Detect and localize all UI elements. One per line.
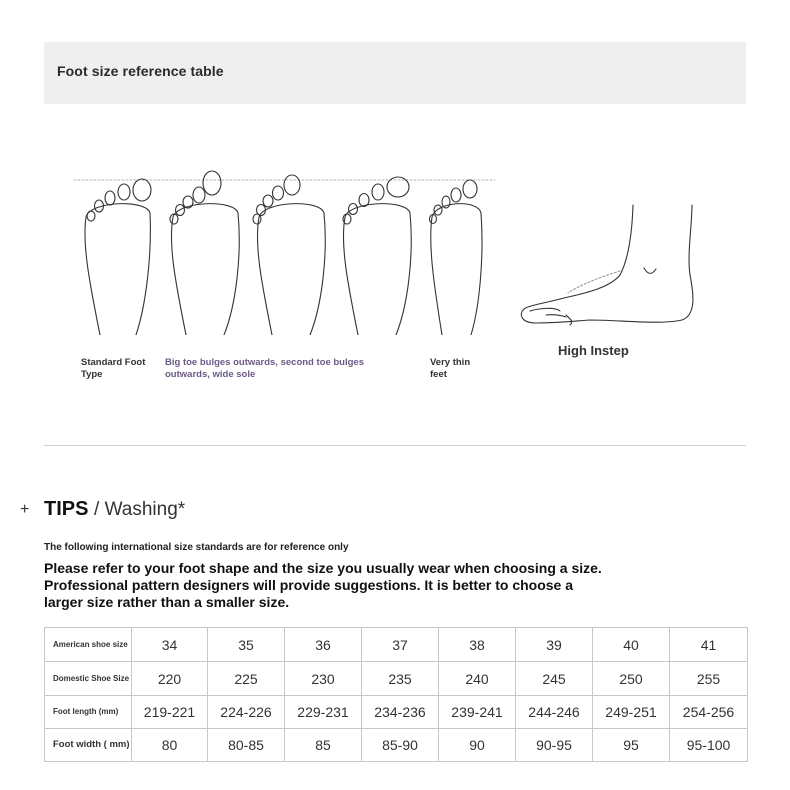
table-cell: 224-226: [208, 696, 285, 729]
table-cell: 39: [516, 628, 593, 662]
table-cell: 90: [439, 729, 516, 762]
tips-title: TIPS: [44, 498, 89, 520]
thin-foot-icon: [430, 180, 482, 335]
table-row: [45, 729, 748, 762]
foot-three-icon: [253, 175, 325, 335]
table-cell: 249-251: [593, 696, 670, 729]
table-cell: 239-241: [439, 696, 516, 729]
table-cell: 34: [132, 628, 208, 662]
table-cell: 41: [670, 628, 748, 662]
section-divider: [44, 445, 746, 446]
table-cell: 225: [208, 662, 285, 696]
table-cell: 85-90: [362, 729, 439, 762]
tips-subtitle: / Washing*: [94, 499, 186, 520]
high-instep-foot-icon: [521, 205, 693, 325]
table-cell: 244-246: [516, 696, 593, 729]
page-title: Foot size reference table: [57, 63, 224, 79]
table-cell: 85: [285, 729, 362, 762]
table-cell: 36: [285, 628, 362, 662]
table-cell: 229-231: [285, 696, 362, 729]
table-cell: 80: [132, 729, 208, 762]
row-header: Foot width ( mm): [45, 729, 132, 762]
standard-foot-icon: [85, 179, 151, 335]
table-cell: 95: [593, 729, 670, 762]
header-bar: [44, 42, 746, 104]
table-cell: 35: [208, 628, 285, 662]
tips-heading: [44, 498, 185, 521]
table-cell: 245: [516, 662, 593, 696]
table-cell: 255: [670, 662, 748, 696]
table-cell: 220: [132, 662, 208, 696]
table-cell: 40: [593, 628, 670, 662]
bulging-toe-foot-icon: [170, 171, 239, 335]
size-advice-text: Please refer to your foot shape and the size you usually wear when choosing a size. Professional pattern designers will provide suggestions. It is better to choose a larger size rather than a smaller size.: [44, 560, 602, 610]
standard-foot-label: Standard Foot Type: [81, 357, 146, 380]
table-row: [45, 628, 748, 662]
table-cell: 80-85: [208, 729, 285, 762]
table-cell: 234-236: [362, 696, 439, 729]
table-row: [45, 662, 748, 696]
row-header: American shoe size: [45, 628, 132, 662]
table-cell: 240: [439, 662, 516, 696]
foot-four-icon: [343, 177, 411, 335]
table-cell: 235: [362, 662, 439, 696]
table-cell: 38: [439, 628, 516, 662]
table-cell: 254-256: [670, 696, 748, 729]
size-table: [44, 627, 748, 762]
table-cell: 230: [285, 662, 362, 696]
reference-note: The following international size standards are for reference only: [44, 542, 349, 553]
table-cell: 90-95: [516, 729, 593, 762]
row-header: Domestic Shoe Size: [45, 662, 132, 696]
row-header: Foot length (mm): [45, 696, 132, 729]
table-cell: 95-100: [670, 729, 748, 762]
table-row: [45, 696, 748, 729]
thin-feet-label: Very thin feet: [430, 357, 471, 380]
table-cell: 37: [362, 628, 439, 662]
high-instep-label: High Instep: [558, 343, 629, 358]
table-cell: 250: [593, 662, 670, 696]
big-toe-bulge-label: Big toe bulges outwards, second toe bulges outwards, wide sole: [165, 357, 364, 380]
plus-icon: +: [20, 501, 30, 518]
foot-shapes-illustration: [60, 165, 710, 335]
table-cell: 219-221: [132, 696, 208, 729]
